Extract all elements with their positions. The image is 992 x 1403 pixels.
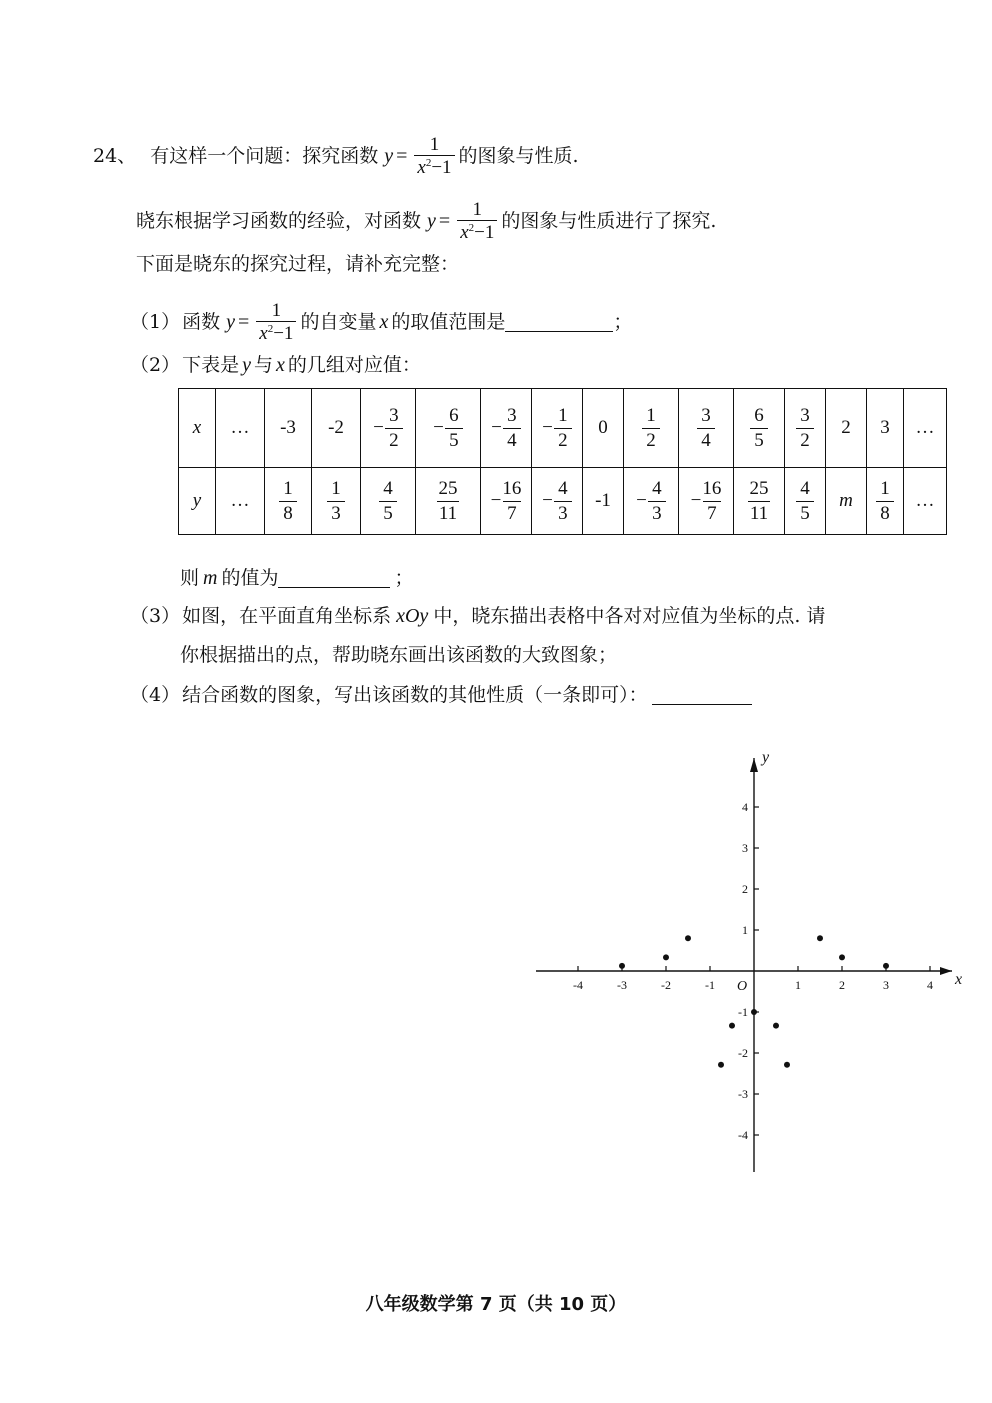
y-row-cell: … [216, 468, 265, 535]
y-axis-arrow [750, 758, 758, 772]
plotted-point [784, 1062, 790, 1068]
part-1: （1） 函数 y = $\frac{1}{x^2-1}$ 的自变量 x 的取值范围是 ； [130, 300, 633, 344]
x-tick-label: 1 [795, 978, 801, 992]
x-header: x [179, 389, 216, 468]
x-row-cell: -3 [265, 389, 312, 468]
function-expression-2: y = [427, 210, 451, 232]
plotted-point [751, 1009, 757, 1015]
page-footer: 八年级数学第 7 页（共 10 页） [365, 1294, 627, 1315]
x-axis-arrow [940, 967, 952, 975]
y-row-cell: … [904, 468, 947, 535]
x-row-cell: 3 4 [679, 389, 734, 468]
y-row-cell: 1 8 [867, 468, 904, 535]
y-row-cell: 1 3 [312, 468, 361, 535]
y-axis-label: y [762, 749, 770, 766]
x-row-cell: 0 [583, 389, 624, 468]
function-fraction-2: $\frac{1}{x^2-1}$ [457, 199, 497, 243]
y-tick-label: 2 [742, 882, 748, 896]
line2-suffix: 的图象与性质进行了探究. [501, 210, 717, 232]
plotted-point [839, 954, 845, 960]
function-fraction: $\frac{1}{x^2-1}$ [414, 134, 454, 178]
origin-label: O [737, 979, 748, 994]
x-row-cell: 3 [867, 389, 904, 468]
x-row-cell: -2 [312, 389, 361, 468]
x-row-cell: 2 [826, 389, 867, 468]
y-tick-label: -2 [738, 1046, 748, 1060]
x-row-cell: … [216, 389, 265, 468]
y-tick-label: -4 [738, 1128, 748, 1142]
part-3-line-2: 你根据描出的点，帮助晓东画出该函数的大致图象； [180, 644, 618, 666]
plotted-point [663, 954, 669, 960]
y-header: y [179, 468, 216, 535]
y-row-cell: 1 8 [265, 468, 312, 535]
function-expression: y = [384, 145, 408, 167]
plotted-point [619, 963, 625, 969]
m-value-line: 则 m 的值为 ； [180, 567, 414, 589]
x-tick-label: 4 [927, 978, 933, 992]
y-row-cell: 25 11 [734, 468, 785, 535]
x-tick-label: -1 [705, 978, 715, 992]
y-row-cell: − $\frac{4}{3}$ [624, 468, 679, 535]
y-tick-label: 1 [742, 923, 748, 937]
y-tick-label: 3 [742, 841, 748, 855]
plotted-point [773, 1023, 779, 1029]
part-3-line-1: （3） 如图，在平面直角坐标系 xOy 中，晓东描出表格中各对对应值为坐标的点. 请 [130, 605, 826, 627]
x-row-cell: − $\frac{3}{2}$ [361, 389, 416, 468]
y-row-cell: − $\frac{16}{7}$ [481, 468, 532, 535]
problem-number: 24、 [93, 145, 137, 167]
y-row-cell: − $\frac{16}{7}$ [679, 468, 734, 535]
y-row-cell: − $\frac{4}{3}$ [532, 468, 583, 535]
x-row-cell: − $\frac{1}{2}$ [532, 389, 583, 468]
y-tick-label: -1 [738, 1005, 748, 1019]
plotted-point [685, 935, 691, 941]
x-tick-label: -2 [661, 978, 671, 992]
intro-prefix: 有这样一个问题：探究函数 [150, 145, 379, 167]
y-row-cell: 25 11 [416, 468, 481, 535]
x-row-cell: 1 2 [624, 389, 679, 468]
x-axis-label: x [955, 971, 963, 988]
y-tick-label: -3 [738, 1087, 748, 1101]
plotted-point [883, 963, 889, 969]
x-row-cell: 6 5 [734, 389, 785, 468]
problem-line-3: 下面是晓东的探究过程，请补充完整： [136, 253, 460, 275]
plotted-point [817, 935, 823, 941]
x-tick-label: -3 [617, 978, 627, 992]
y-tick-label: 4 [742, 800, 748, 814]
y-row-cell: 4 5 [361, 468, 416, 535]
y-row-cell: 4 5 [785, 468, 826, 535]
y-row-cell: m [826, 468, 867, 535]
part-2: （2） 下表是 y 与 x 的几组对应值： [130, 354, 421, 376]
intro-suffix: 的图象与性质. [458, 145, 579, 167]
plotted-point [718, 1062, 724, 1068]
part1-label: （1） [130, 311, 181, 333]
x-row-cell: 3 2 [785, 389, 826, 468]
part-4: （4） 结合函数的图象，写出该函数的其他性质（一条即可）： [130, 681, 752, 709]
x-tick-label: 3 [883, 978, 889, 992]
x-tick-label: 2 [839, 978, 845, 992]
line2-prefix: 晓东根据学习函数的经验，对函数 [136, 210, 422, 232]
function-fraction-3: $\frac{1}{x^2-1}$ [256, 300, 296, 344]
x-tick-label: -4 [573, 978, 583, 992]
y-row-cell: -1 [583, 468, 624, 535]
x-row-cell: … [904, 389, 947, 468]
x-row-cell: − $\frac{3}{4}$ [481, 389, 532, 468]
x-row-cell: − $\frac{6}{5}$ [416, 389, 481, 468]
plotted-point [729, 1023, 735, 1029]
